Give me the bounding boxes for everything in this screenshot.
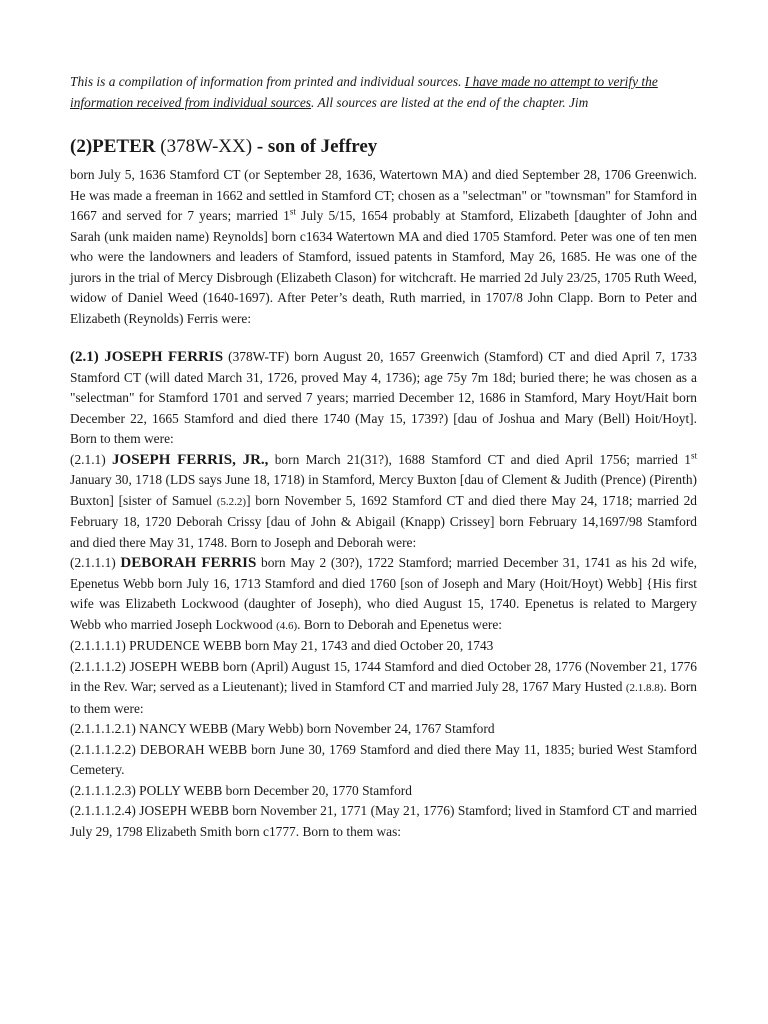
list-item: (2.1.1.1.2.4) JOSEPH WEBB born November 21, 1771 (May 21, 1776) Stamford; lived in Stamford CT and married July 29, 1798 Elizabeth Smith born c1777. Born to them was:	[70, 803, 697, 839]
deborah-entry: (2.1.1.1) DEBORAH FERRIS born May 2 (30?), 1722 Stamford; married December 31, 1741 as his 2d wife, Epenetus Webb born July 16, 1713 Stamford and died 1760 [son of Joseph and Mary (Hoit/Hoyt) Webb] {His first wife was Elizabeth Lockwood (daughter of Joseph), who died August 15, 1740. Epenetus is related to Margery Webb who married Joseph Lockwood (4.6). Born to Deborah and Epenetus were:	[70, 555, 697, 632]
heading-relation: - son of Jeffrey	[252, 136, 378, 157]
deborah-name: DEBORAH FERRIS	[120, 555, 257, 571]
list-item: (2.1.1.1.1) PRUDENCE WEBB born May 21, 1743 and died October 20, 1743	[70, 638, 494, 653]
cross-reference: (5.2.2)	[216, 495, 247, 508]
heading-id: (378W-XX)	[155, 136, 253, 157]
list-item: (2.1.1.1.2.2) DEBORAH WEBB born June 30, 1769 Stamford and died there May 11, 1835; buried West Stamford Cemetery.	[70, 741, 697, 777]
intro-sources-note: . All sources are listed at the end of the chapter. Jim	[311, 94, 589, 110]
intro-text: This is a compilation of information from printed and individual sources.	[70, 74, 465, 89]
heading-name: (2)PETER	[70, 136, 156, 157]
intro-disclaimer: I have made no attempt to verify the information received from individual sources	[70, 74, 658, 110]
list-item: (2.1.1.1.2.3) POLLY WEBB born December 20, 1770 Stamford	[70, 782, 412, 798]
list-item: (2.1.1.1.2.1) NANCY WEBB (Mary Webb) born November 24, 1767 Stamford	[70, 721, 495, 736]
cross-reference: (2.1.8.8)	[625, 682, 664, 694]
joseph-jr-entry: (2.1.1) JOSEPH FERRIS, JR., born March 21(31?), 1688 Stamford CT and died April 1756; married 1st January 30, 1718 (LDS says June 18, 1718) in Stamford, Mercy Buxton [dau of Clement & Judith (Prence) (Pirenth) Buxton] [sister of Samuel (5.2.2)] born November 5, 1692 Stamford CT and died there May 24, 1718; married 2d February 18, 1720 Deborah Crissy [dau of John & Abigail (Knapp) Crissey] born February 14,1697/98 Stamford and died there May 31, 1748. Born to Joseph and Deborah were:	[70, 450, 697, 550]
list-item: (2.1.1.1.2) JOSEPH WEBB born (April) August 15, 1744 Stamford and died October 28, 1776 (November 21, 1776 in the Rev. War; served as a Lieutenant); lived in Stamford CT and married July 28, 1767 Mary Husted (2.1.8.8). Born to them were:	[70, 658, 697, 716]
joseph-entry: (2.1) JOSEPH FERRIS (378W-TF) born August 20, 1657 Greenwich (Stamford) CT and died April 7, 1733 Stamford CT (will dated March 31, 1726, proved May 4, 1736); age 75y 7m 18d; buried there; he was chosen as a "selectman" for Stamford 1701 and served 7 years; married December 12, 1686 in Stamford, Mary Hoyt/Hait born December 22, 1665 Stamford and died there 1740 (May 15, 1739?) [dau of Joshua and Mary (Bell) Hoit/Hoyt]. Born to them were:	[70, 349, 698, 446]
cross-reference: (4.6)	[276, 619, 298, 632]
peter-biography: born July 5, 1636 Stamford CT (or September 28, 1636, Watertown MA) and died September 28, 1706 Greenwich. He was made a freeman in 1662 and settled in Stamford CT; chosen as a "selectman" or "townsman" for Stamford in 1667 and served for 7 years; married 1st July 5/15, 1654 probably at Stamford, Elizabeth [daughter of John and Sarah (unk maiden name) Reynolds] born c1634 Watertown MA and died 1705 Stamford. Peter was one of ten men who were the landowners and leaders of Stamford, issued patents in Stamford, May 26, 1685. He was one of the jurors in the trial of Mercy Disbrough (Elizabeth Clason) for witchcraft. He married 2d July 23/25, 1705 Ruth Weed, widow of Daniel Weed (1640-1697). After Peter’s death, Ruth married, in 1707/8 John Clapp. Born to Peter and Elizabeth (Reynolds) Ferris were:	[70, 167, 697, 326]
joseph-jr-name: JOSEPH FERRIS, JR.,	[112, 451, 269, 468]
document-page	[70, 72, 697, 842]
section-heading	[70, 135, 697, 159]
intro-note	[70, 72, 697, 113]
joseph-name: (2.1) JOSEPH FERRIS	[70, 349, 224, 365]
